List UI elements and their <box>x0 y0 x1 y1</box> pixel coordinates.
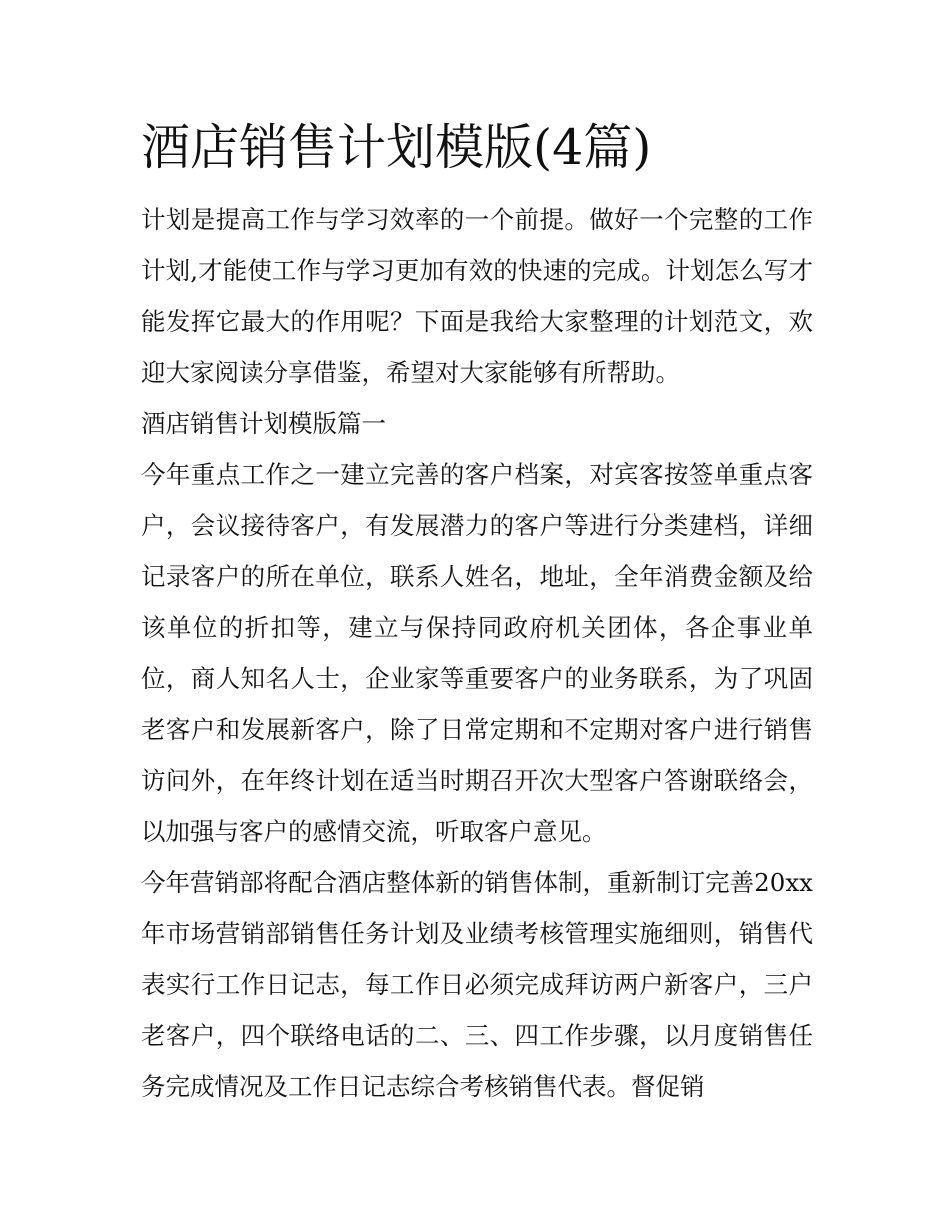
body-paragraph: 今年重点工作之一建立完善的客户档案，对宾客按签单重点客户，会议接待客户，有发展潜力的客户等进行分类建档，详细记录客户的所在单位，联系人姓名，地址，全年消费金额及给该单位的折扣等，建立与保持同政府机关团体，各企事业单位，商人知名人士，企业家等重要客户的业务联系，为了巩固老客户和发展新客户，除了日常定期和不定期对客户进行销售访问外，在年终计划在适当时期召开次大型客户答谢联络会，以加强与客户的感情交流，听取客户意见。 <box>141 460 813 846</box>
document-title: 酒店销售计划模版(4篇) <box>141 119 652 176</box>
section-heading: 酒店销售计划模版篇一 <box>141 409 386 438</box>
document-page <box>141 112 813 1112</box>
document-body <box>141 194 813 1112</box>
body-paragraph: 今年营销部将配合酒店整体新的销售体制，重新制订完善20xx年市场营销部销售任务计划及业绩考核管理实施细则，销售代表实行工作日记志，每工作日必须完成拜访两户新客户，三户老客户，四个联络电话的二、三、四工作步骤，以月度销售任务完成情况及工作日记志综合考核销售代表。督促销 <box>141 868 813 1101</box>
intro-paragraph: 计划是提高工作与学习效率的一个前提。做好一个完整的工作计划,才能使工作与学习更加有效的快速的完成。计划怎么写才能发挥它最大的作用呢？下面是我给大家整理的计划范文，欢迎大家阅读分享借鉴，希望对大家能够有所帮助。 <box>141 205 813 387</box>
